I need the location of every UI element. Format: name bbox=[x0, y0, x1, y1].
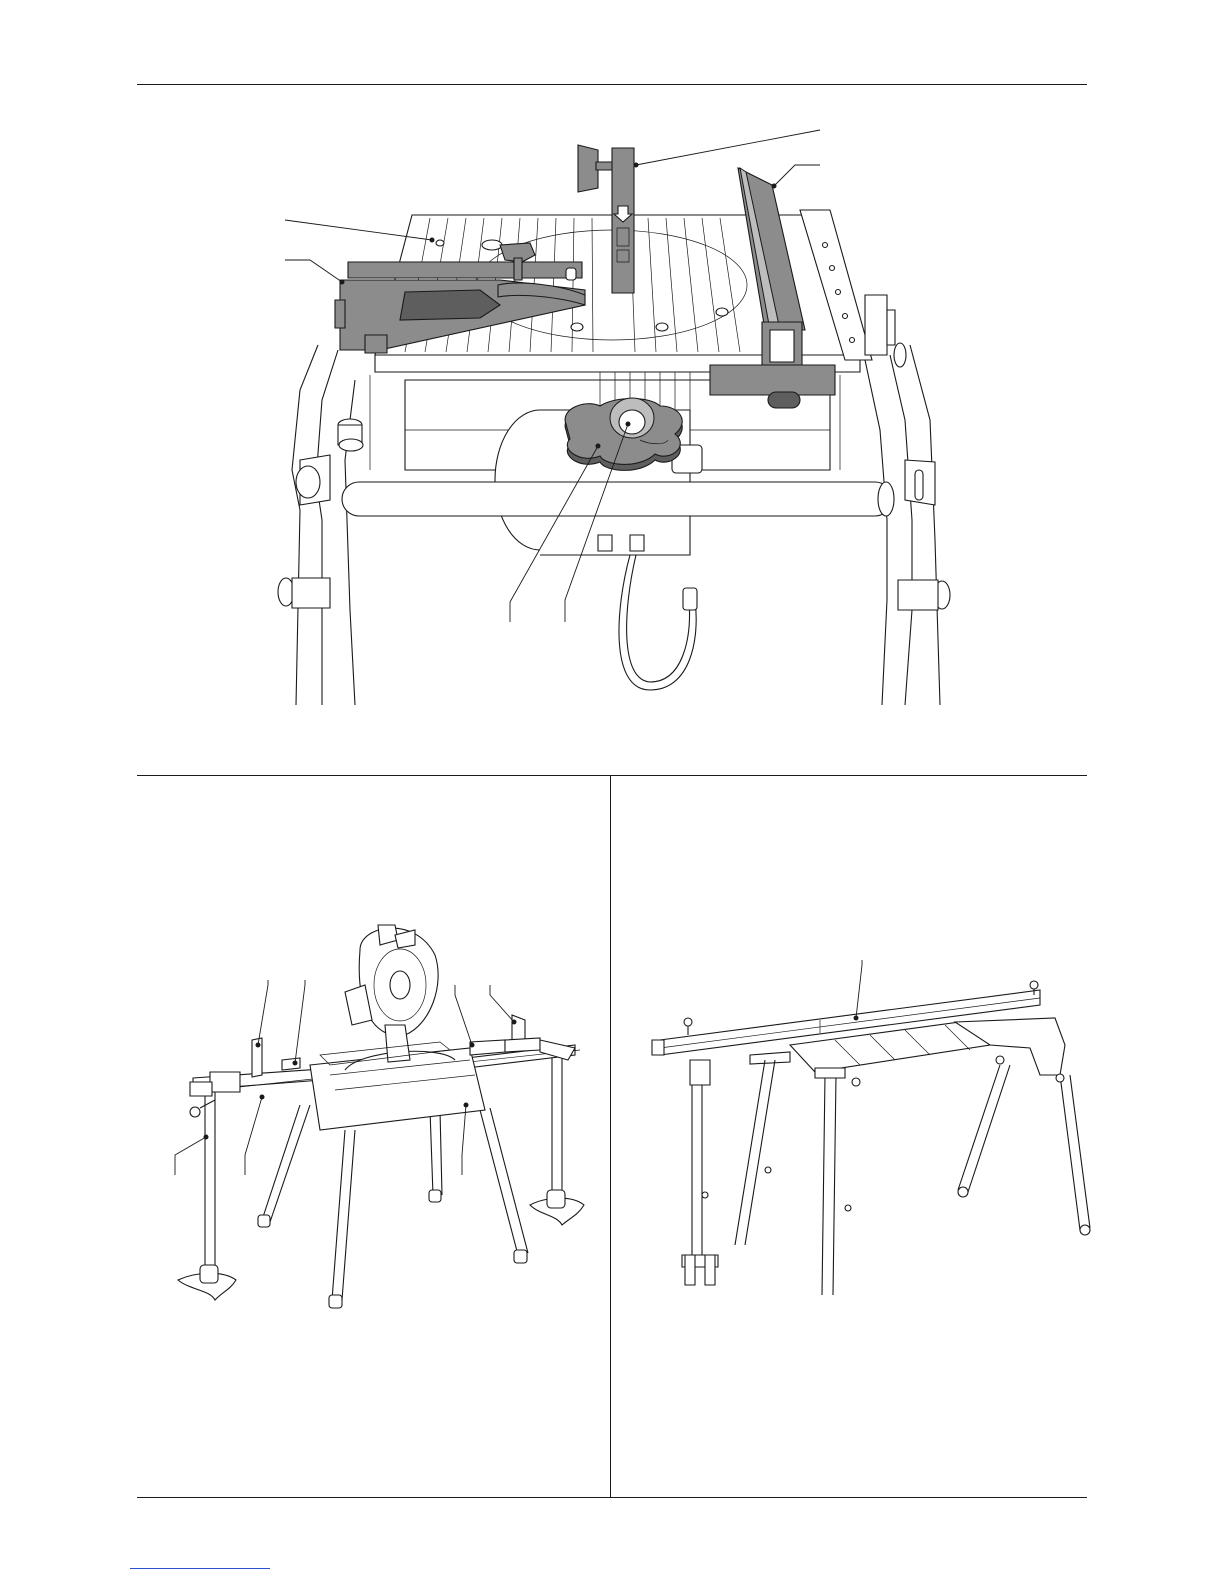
leader-top-beam bbox=[856, 960, 862, 1018]
bottom-rule bbox=[137, 1497, 1087, 1498]
footer-underline bbox=[130, 1568, 270, 1569]
folding-stand-legs bbox=[682, 1056, 1090, 1295]
